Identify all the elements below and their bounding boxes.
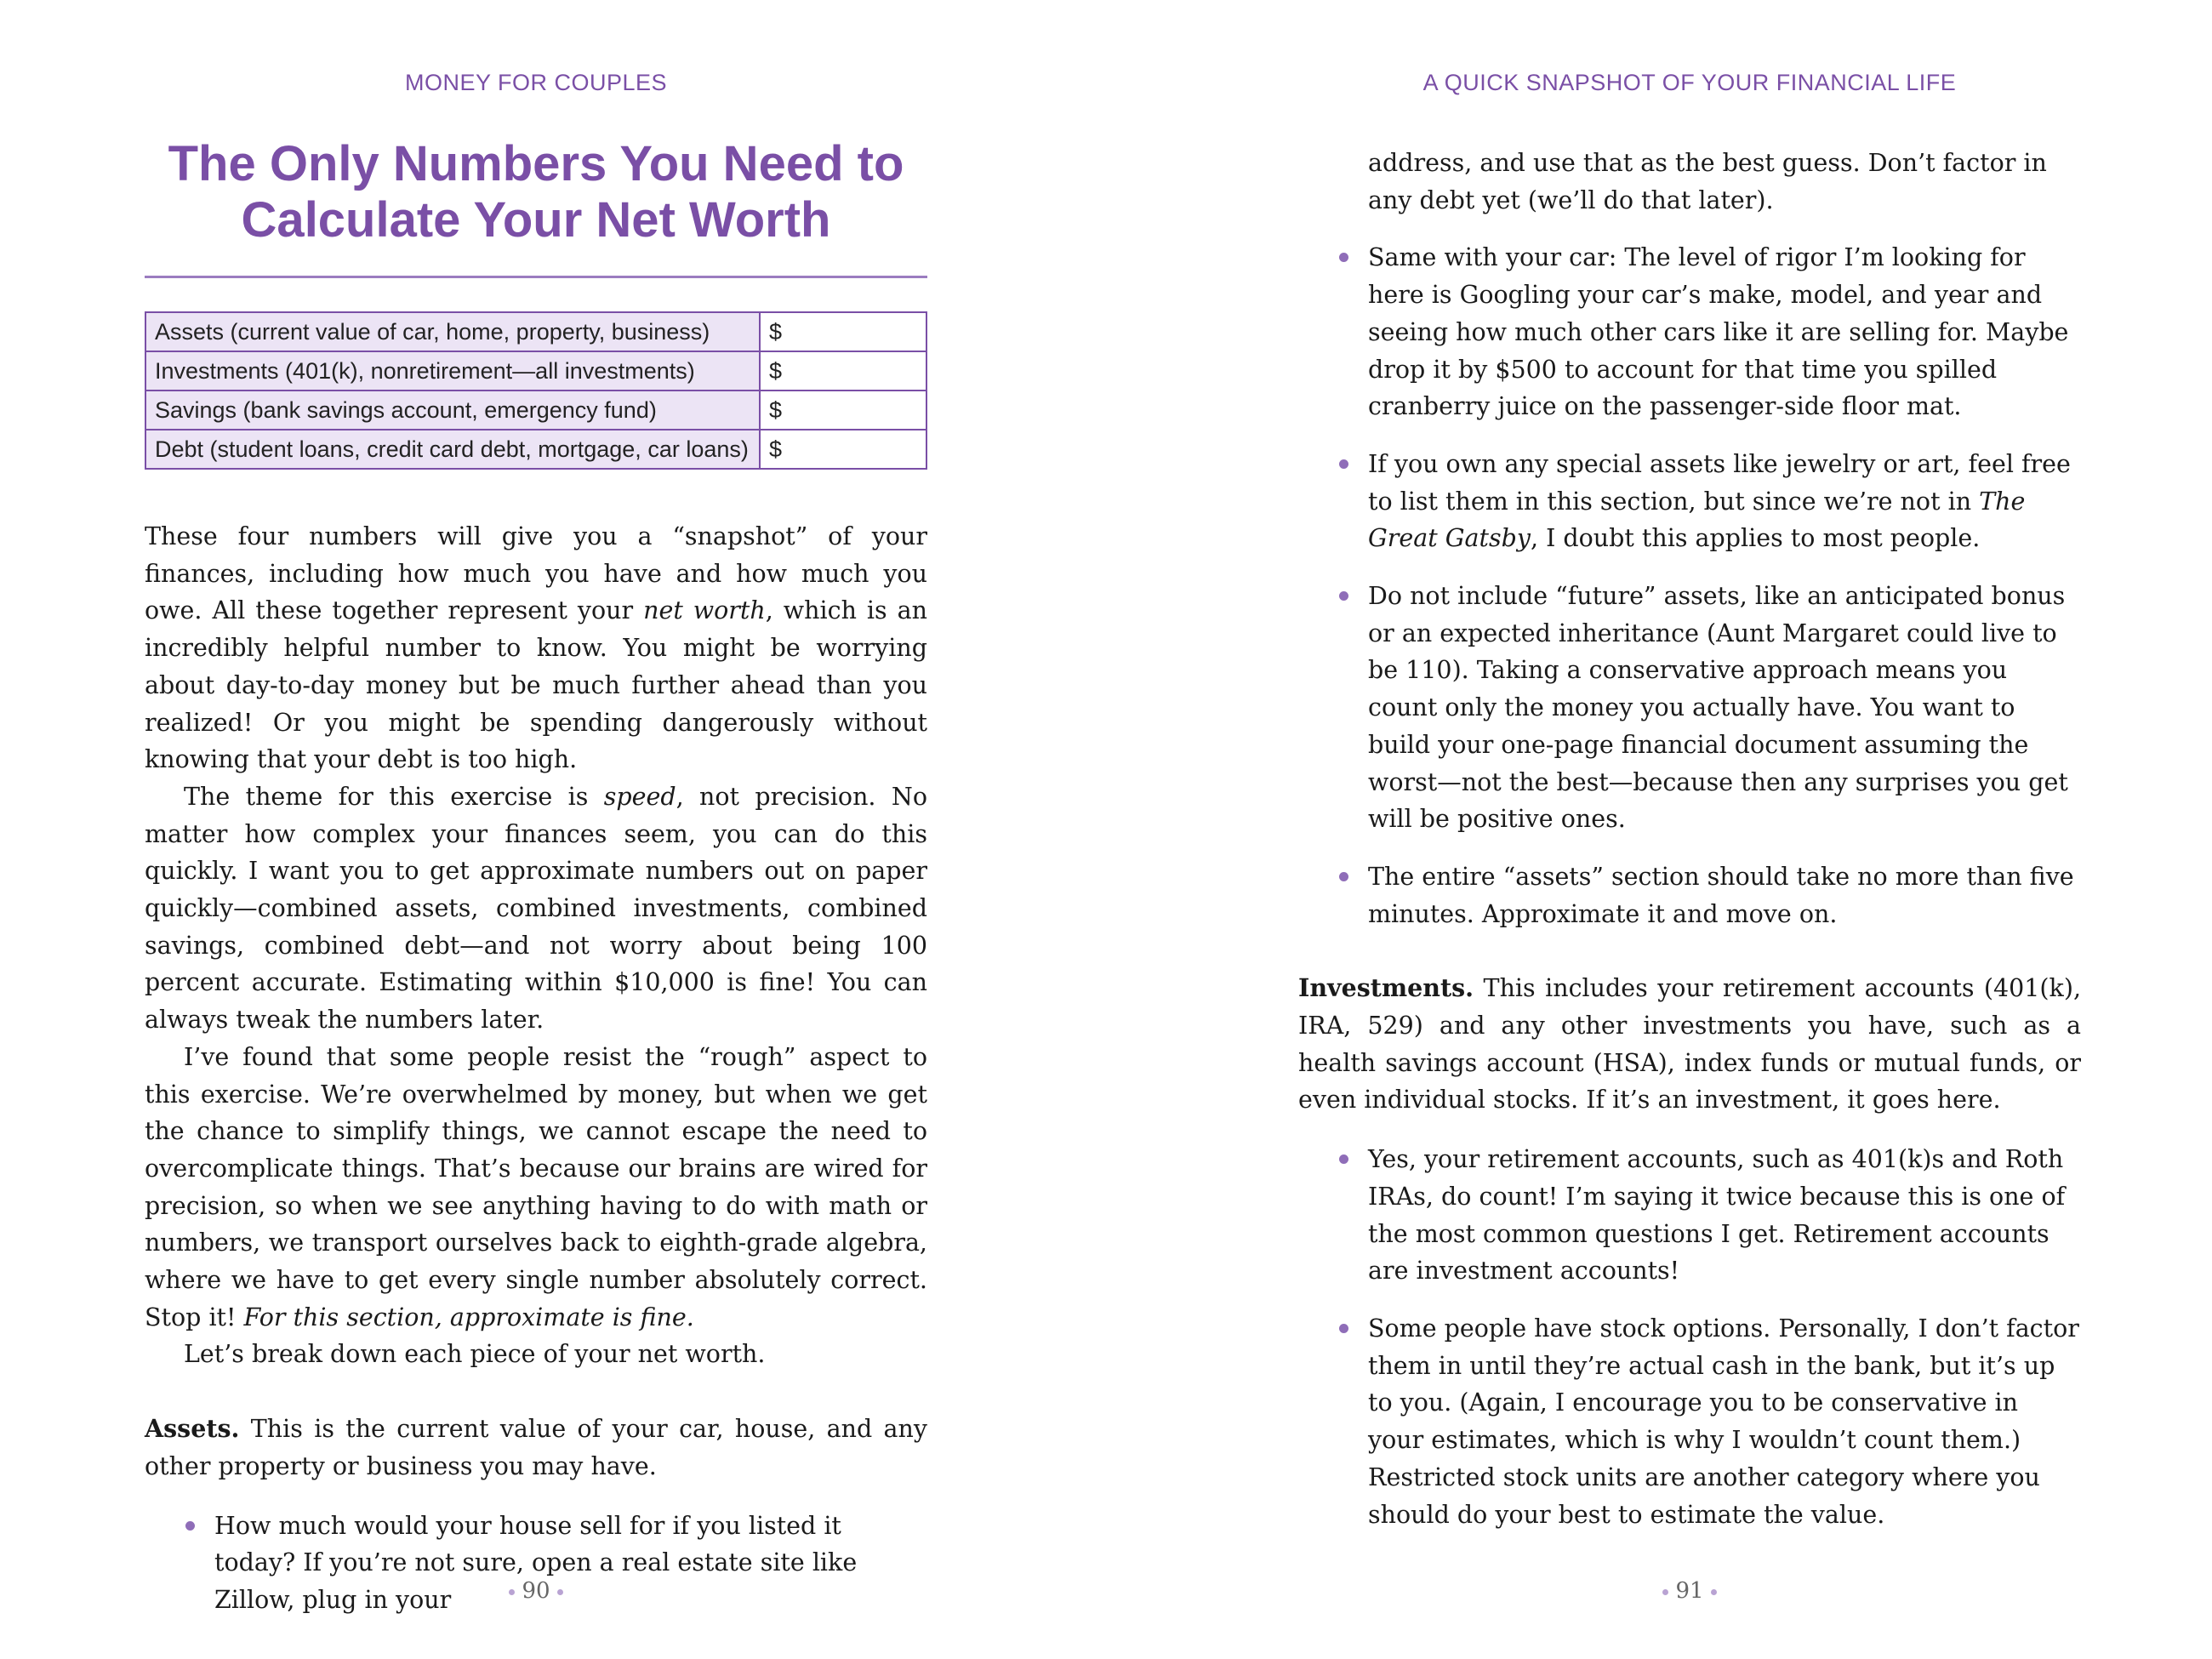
title-line-2: Calculate Your Net Worth (241, 192, 831, 248)
list-item: The entire “assets” section should take no more than five minutes. Approximate it and move on. (1368, 858, 2081, 932)
page-title (145, 136, 927, 248)
list-item: If you own any special assets like jewelry or art, feel free to list them in this section, but since we’re not in The Great Gatsby, I doubt this applies to most people. (1368, 446, 2081, 557)
emphasis: For this section, approximate is fine. (243, 1303, 694, 1331)
table-row (145, 391, 926, 430)
running-head-right: A QUICK SNAPSHOT OF YOUR FINANCIAL LIFE (1422, 70, 1957, 95)
list-item: Yes, your retirement accounts, such as 401(k)s and Roth IRAs, do count! I’m saying it twice because this is one of the most common questions I get. Retirement accounts are investment accounts! (1368, 1141, 2081, 1290)
paragraph: These four numbers will give you a “snapshot” of your finances, including how much you have and how much you owe. All these together represent your net worth, which is an incredibly helpful number to know. You might be worrying about day-to-day money but be much further ahead than you realized! Or you might be spending dangerously without knowing that your debt is too high. (145, 522, 927, 774)
paragraph: I’ve found that some people resist the “rough” aspect to this exercise. We’re overwhelmed by money, but when we get the chance to simplify things, we cannot escape the need to overcomplicate things. That’s because our brains are wired for precision, so when we see anything having to do with math or numbers, we transport ourselves back to eighth-grade algebra, where we have to get every single number absolutely correct. Stop it! For this section, approximate is fine. (145, 1042, 927, 1331)
bullet-dot-icon (1339, 1324, 1348, 1333)
list-item: Do not include “future” assets, like an anticipated bonus or an expected inheritance (Aunt Margaret could live to be 110). Taking a conservative approach means you count only the money you actually have. You want to build your one-page financial document assuming the worst—not the best—because then any surprises you get will be positive ones. (1368, 578, 2081, 838)
bullet-dot-icon (1339, 1154, 1348, 1164)
investments-section: Investments. This includes your retirement accounts (401(k), IRA, 529) and any other investments you have, such as a health savings account (HSA), index funds or mutual funds, or even individual stocks. If it’s an investment, it goes here. (1298, 973, 2081, 1115)
table-cell-label: Assets (current value of car, home, property, business) (145, 312, 760, 351)
folio-dot-icon (557, 1589, 563, 1595)
bullet-dot-icon (185, 1521, 195, 1531)
table-cell-label: Investments (401(k), nonretirement—all investments) (145, 351, 760, 391)
title-line-1: The Only Numbers You Need to (168, 136, 904, 191)
emphasis: speed (603, 782, 676, 811)
table-row (145, 430, 926, 469)
left-body-text (145, 518, 927, 1639)
running-head-left: MONEY FOR COUPLES (404, 70, 668, 95)
folio-dot-icon (1711, 1589, 1717, 1595)
assets-bullets-continued (1298, 239, 2081, 932)
table-row (145, 351, 926, 391)
list-item: Same with your car: The level of rigor I’m looking for here is Googling your car’s make, model, and year and seeing how much other cars like it are selling for. Maybe drop it by $500 to account for that time you spilled cranberry juice on the passenger-side floor mat. (1368, 239, 2081, 425)
investments-bullets (1298, 1141, 2081, 1533)
folio-dot-icon (1662, 1589, 1668, 1595)
bullet-dot-icon (1339, 872, 1348, 881)
table-row (145, 312, 926, 351)
right-body-text (1298, 145, 2081, 1554)
table-cell-value: $ (760, 430, 926, 469)
bullet-dot-icon (1339, 591, 1348, 601)
bullet-dot-icon (1339, 253, 1348, 262)
section-heading-assets: Assets. (145, 1414, 240, 1444)
paragraph: The theme for this exercise is speed, not precision. No matter how complex your finances seem, you can do this quickly. I want you to get approximate numbers out on paper quickly—combined assets, combined investments, combined savings, combined debt—and not worry about being 100 percent accurate. Estimating within $10,000 is fine! You can always tweak the numbers later. (145, 782, 927, 1035)
table-cell-value: $ (760, 312, 926, 351)
right-page (1106, 0, 2212, 1659)
assets-section: Assets. This is the current value of your car, house, and any other property or business you may have. (145, 1414, 927, 1480)
page-number: 91 (1605, 1578, 1775, 1604)
table-cell-label: Savings (bank savings account, emergency fund) (145, 391, 760, 430)
table-cell-label: Debt (student loans, credit card debt, mortgage, car loans) (145, 430, 760, 469)
title-divider (145, 276, 927, 278)
continued-bullet-text: address, and use that as the best guess. Don’t factor in any debt yet (we’ll do that later). (1368, 149, 2047, 214)
emphasis: net worth (643, 596, 766, 625)
folio-dot-icon (509, 1589, 515, 1595)
list-item: How much would your house sell for if you listed it today? If you’re not sure, open a real estate site like Zillow, plug in your (214, 1508, 927, 1619)
paragraph: Let’s break down each piece of your net worth. (184, 1340, 766, 1369)
emphasis: The Great Gatsby (1368, 487, 2026, 553)
table-cell-value: $ (760, 391, 926, 430)
page-number: 90 (451, 1578, 621, 1604)
bullet-dot-icon (1339, 459, 1348, 469)
table-cell-value: $ (760, 351, 926, 391)
section-heading-investments: Investments. (1298, 973, 1474, 1003)
list-item: Some people have stock options. Personally, I don’t factor them in until they’re actual cash in the bank, but it’s up to you. (Again, I encourage you to be conservative in your estimates, which is why I wouldn’t count them.) Restricted stock units are another category where you should do your best to estimate the value. (1368, 1310, 2081, 1533)
net-worth-table (145, 311, 927, 470)
